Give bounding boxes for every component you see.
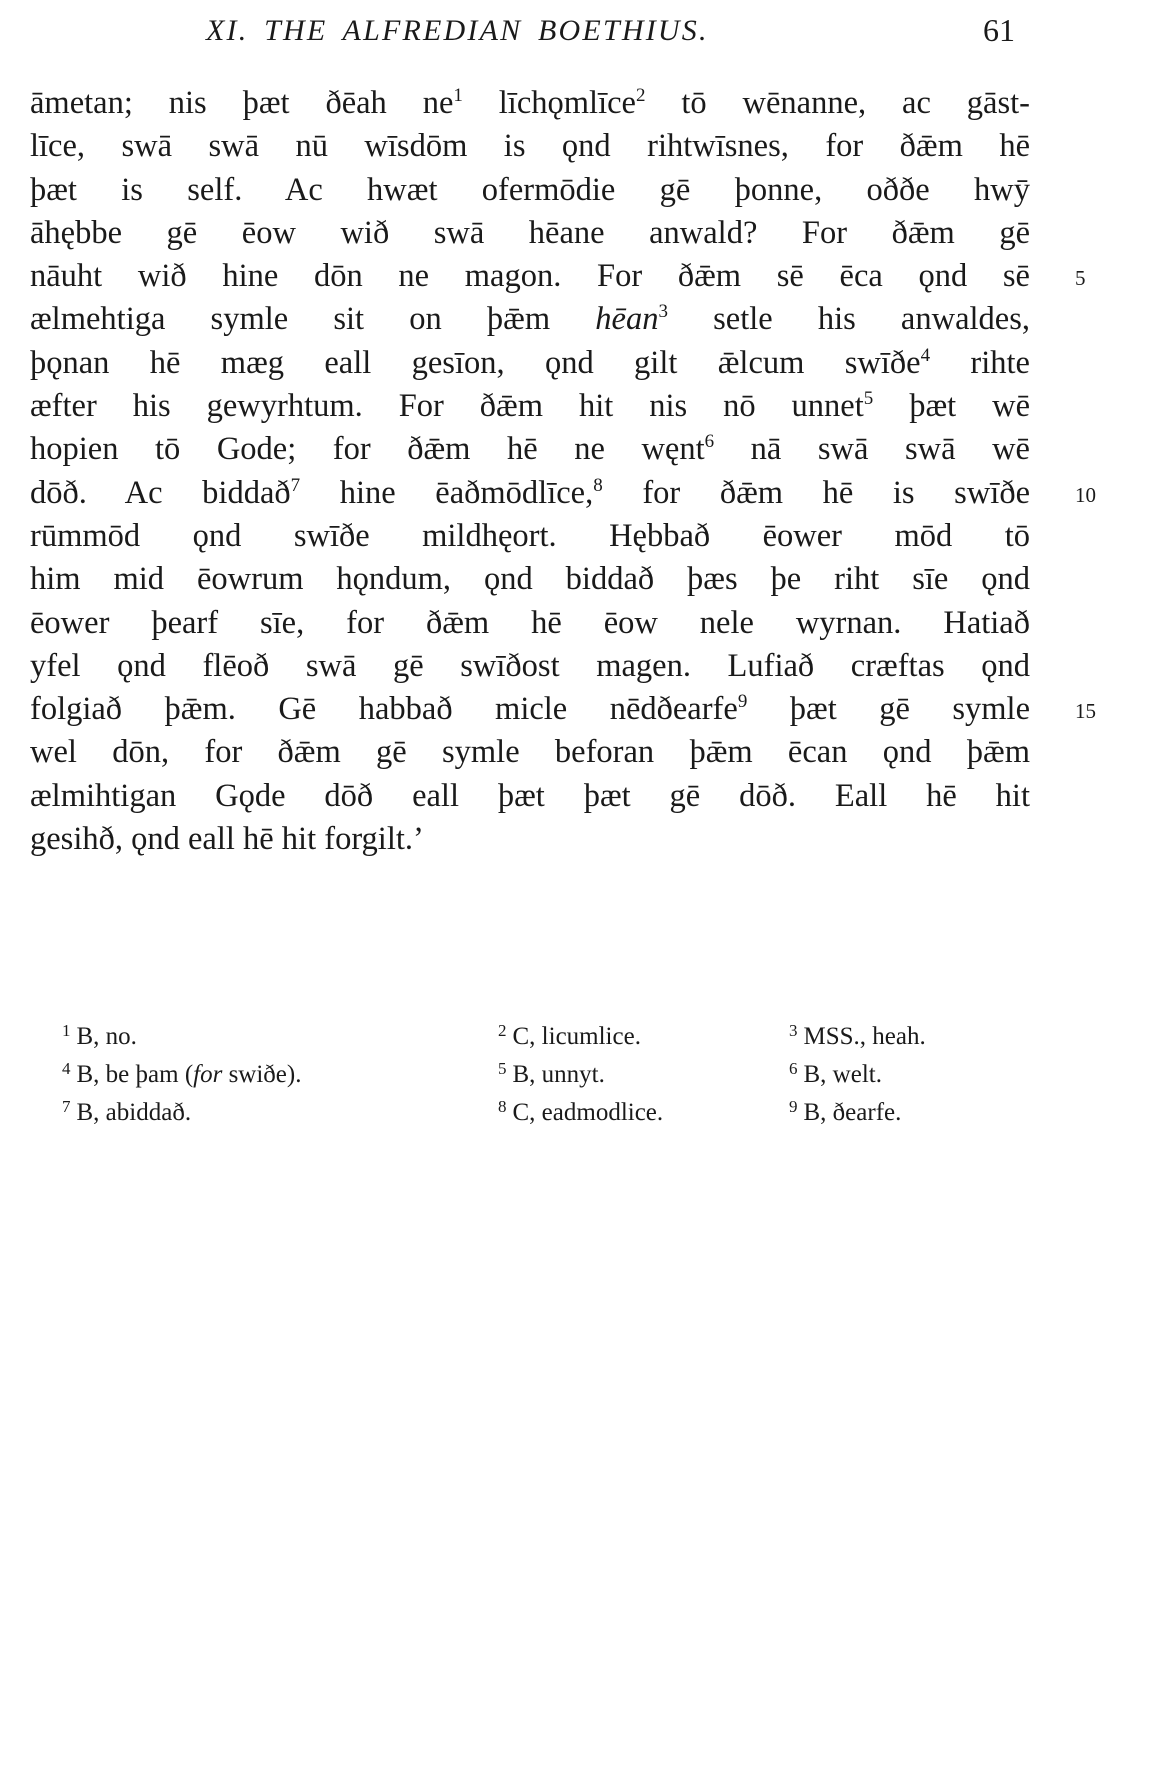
footnote-text: B, be þam ( [76, 1061, 194, 1088]
text-line [30, 515, 1040, 558]
footnotes [62, 1012, 1022, 1126]
footnote-text: C, eadmodlice. [512, 1099, 664, 1126]
line-text [30, 385, 1030, 428]
text-segment: nāuht wið hine dōn ne magon. For ðǣm sē ēca ǫnd sē [30, 258, 1030, 295]
line-text [30, 169, 1030, 212]
footnote-mark: 8 [498, 1097, 507, 1116]
line-text [30, 125, 1030, 168]
footnote-text: MSS., heah. [803, 1023, 926, 1050]
text-segment: dōð. Ac biddað [30, 474, 291, 511]
line-text [30, 298, 1030, 341]
footnote-reference: 1 [453, 85, 463, 106]
text-segment: ælmihtigan Gǫde dōð eall þæt þæt gē dōð. Eall hē hit [30, 777, 1030, 814]
line-number: 10 [1075, 482, 1096, 507]
text-line [30, 385, 1040, 428]
text-segment: ēower þearf sīe, for ðǣm hē ēow nele wyrnan. Hatiað [30, 604, 1030, 641]
page-header [0, 14, 1158, 58]
running-title: XI. THE ALFREDIAN BOETHIUS. [206, 14, 709, 47]
text-line [30, 818, 1040, 861]
text-line [30, 212, 1040, 255]
footnote-mark: 3 [789, 1021, 798, 1040]
footnote-mark: 2 [498, 1021, 507, 1040]
text-line [30, 731, 1040, 774]
footnote-reference: 7 [290, 474, 301, 496]
line-text [30, 688, 1030, 731]
footnote-reference: 2 [635, 85, 646, 106]
text-segment: āhębbe gē ēow wið swā hēane anwald? For ðǣm gē [30, 214, 1030, 251]
text-segment: æfter his gewyrhtum. For ðǣm hit nis nō unnet [30, 388, 864, 425]
text-line [30, 169, 1040, 212]
text-segment: folgiað þǣm. Gē habbað micle nēdðearfe [30, 691, 738, 728]
text-line [30, 82, 1040, 125]
footnote-reference: 9 [737, 691, 748, 713]
footnote [498, 1088, 663, 1132]
line-text [30, 818, 1030, 861]
footnote-mark: 5 [498, 1059, 507, 1078]
footnote-text: B, unnyt. [512, 1061, 605, 1088]
text-segment: hine ēaðmōdlīce, [300, 474, 594, 511]
footnote-mark: 7 [62, 1097, 71, 1116]
footnote-mark: 6 [789, 1059, 798, 1078]
text-line [30, 558, 1040, 601]
text-line [30, 645, 1040, 688]
footnote [789, 1088, 901, 1132]
line-text [30, 558, 1030, 601]
line-text [30, 731, 1030, 774]
text-segment: nā swā swā wē [714, 431, 1030, 468]
text-segment: þæt wē [873, 388, 1030, 425]
footnote-text: B, ðearfe. [803, 1099, 902, 1126]
footnote-mark: 4 [62, 1059, 71, 1078]
text-segment: yfel ǫnd flēoð swā gē swīðost magen. Lufiað cræftas ǫnd [30, 647, 1030, 684]
footnote-reference: 4 [920, 344, 931, 366]
line-text [30, 255, 1030, 298]
italic-word: hēan [595, 301, 659, 338]
line-text [30, 82, 1030, 125]
footnote [62, 1088, 191, 1132]
text-line [30, 472, 1096, 515]
text-line [30, 688, 1096, 731]
footnote-reference: 5 [863, 388, 874, 410]
footnote-text: swiðe). [222, 1061, 302, 1088]
footnote-row [62, 1050, 1022, 1088]
footnote-italic: for [193, 1061, 223, 1088]
text-line [30, 342, 1040, 385]
text-segment: rūmmōd ǫnd swīðe mildhęort. Hębbað ēower mōd tō [30, 517, 1030, 554]
line-text [30, 342, 1030, 385]
footnote-text: B, abiddað. [76, 1099, 192, 1126]
footnote-reference: 3 [658, 301, 668, 323]
footnote-reference: 8 [593, 474, 603, 496]
text-segment: wel dōn, for ðǣm gē symle beforan þǣm ēcan ǫnd þǣm [30, 734, 1030, 771]
text-segment: for ðǣm hē is swīðe [602, 474, 1030, 511]
text-line [30, 428, 1040, 471]
page-number: 61 [983, 12, 1015, 48]
text-segment: hopien tō Gode; for ðǣm hē ne węnt [30, 431, 705, 468]
footnote-row [62, 1012, 1022, 1050]
text-segment: þæt is self. Ac hwæt ofermōdie gē þonne, oððe hwȳ [30, 171, 1030, 208]
body-text [30, 82, 1096, 861]
line-number: 15 [1075, 699, 1096, 724]
footnote-mark: 9 [789, 1097, 798, 1116]
line-text [30, 602, 1030, 645]
footnote-mark: 1 [62, 1021, 71, 1040]
text-line [30, 602, 1040, 645]
text-segment: rihte [930, 344, 1030, 381]
text-segment: him mid ēowrum hǫndum, ǫnd biddað þæs þe riht sīe ǫnd [30, 561, 1030, 598]
footnote-text: B, no. [76, 1023, 137, 1050]
text-segment: līce, swā swā nū wīsdōm is ǫnd rihtwīsnes, for ðǣm hē [30, 128, 1030, 165]
text-line [30, 125, 1040, 168]
line-text [30, 645, 1030, 688]
line-text [30, 212, 1030, 255]
text-segment: setle his anwaldes, [667, 301, 1030, 338]
text-segment: līchǫmlīce [462, 85, 636, 121]
line-text [30, 515, 1030, 558]
footnote-reference: 6 [704, 431, 715, 453]
text-segment: ælmehtiga symle sit on þǣm [30, 301, 596, 338]
text-line [30, 775, 1040, 818]
text-segment: þæt gē symle [747, 691, 1031, 728]
text-segment: þǫnan hē mæg eall gesīon, ǫnd gilt ǣlcum swīðe [30, 344, 921, 381]
text-line [30, 255, 1086, 298]
footnote-row [62, 1088, 1022, 1126]
text-segment: gesihð, ǫnd eall hē hit forgilt.’ [30, 821, 424, 858]
text-segment: tō wēnanne, ac gāst- [645, 85, 1030, 121]
text-segment: āmetan; nis þæt ðēah ne [30, 85, 454, 121]
line-number: 5 [1075, 266, 1086, 291]
line-text [30, 472, 1030, 515]
line-text [30, 775, 1030, 818]
footnote-text: C, licumlice. [512, 1023, 641, 1050]
text-line [30, 298, 1040, 341]
footnote-text: B, welt. [803, 1061, 882, 1088]
line-text [30, 428, 1030, 471]
